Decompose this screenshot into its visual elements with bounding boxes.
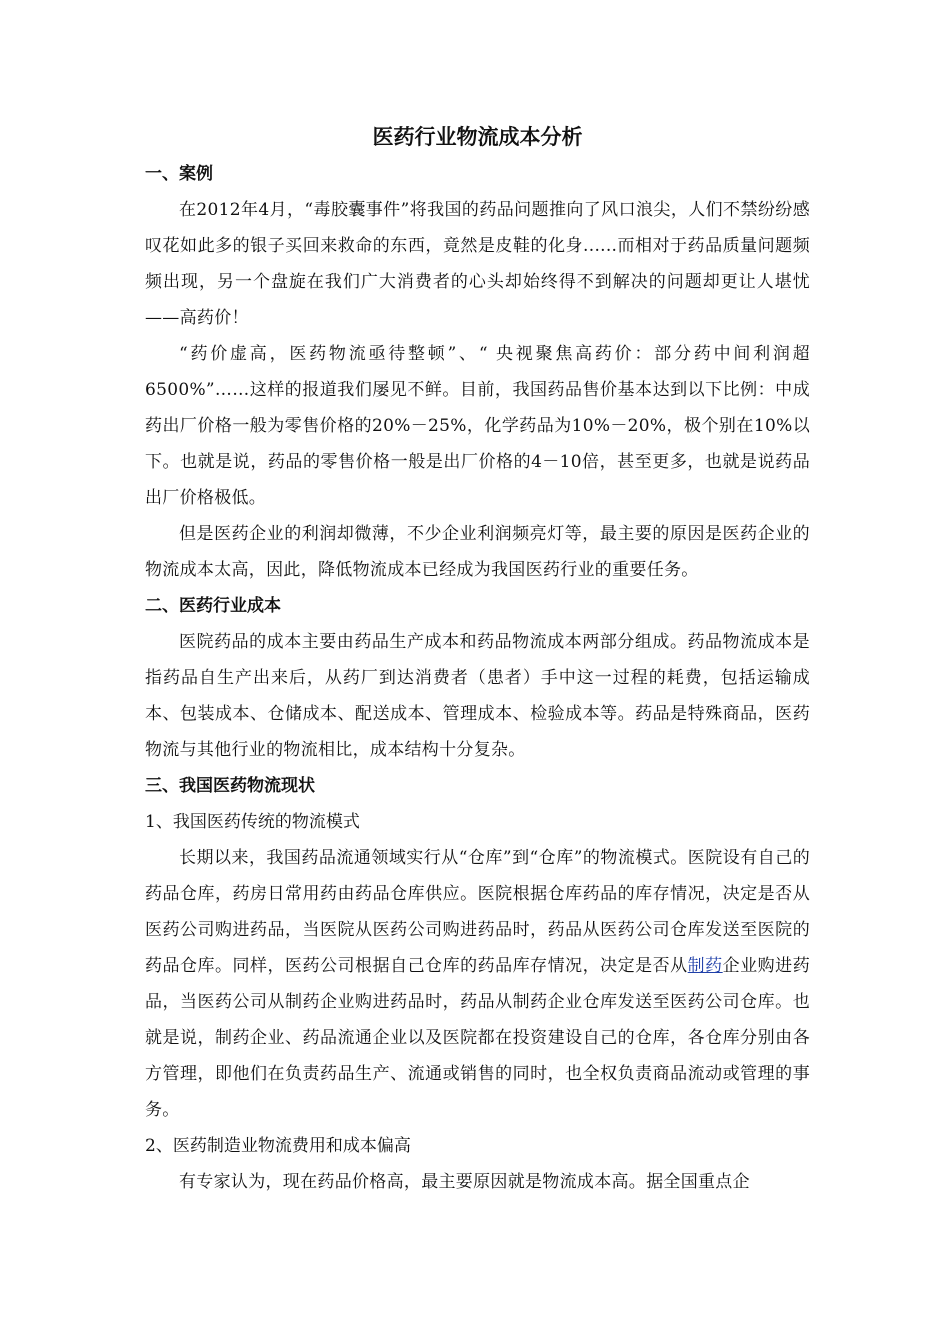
subsection-heading-traditional-mode: 1、我国医药传统的物流模式 xyxy=(145,812,360,832)
section-heading-industry-cost: 二、医药行业成本 xyxy=(145,596,281,616)
traditional-mode-paragraph xyxy=(145,840,810,1128)
industry-cost-paragraph: 医院药品的成本主要由药品生产成本和药品物流成本两部分组成。药品物流成本是指药品自生产出来后，从药厂到达消费者（患者）手中这一过程的耗费，包括运输成本、包装成本、仓储成本、配送成本、管理成本、检验成本等。药品是特殊商品，医药物流与其他行业的物流相比，成本结构十分复杂。 xyxy=(145,632,810,760)
traditional-mode-text-a: 长期以来，我国药品流通领域实行从“仓库”到“仓库”的物流模式。医院设有自己的药品仓库，药房日常用药由药品仓库供应。医院根据仓库药品的库存情况，决定是否从医药公司购进药品，当医院从医药公司购进药品时，药品从医药公司仓库发送至医院的药品仓库。同样，医药公司根据自己仓库的药品库存情况，决定是否从 xyxy=(145,848,810,976)
case-paragraph-3: 但是医药企业的利润却微薄，不少企业利润频亮灯等，最主要的原因是医药企业的物流成本太高，因此，降低物流成本已经成为我国医药行业的重要任务。 xyxy=(145,524,810,580)
high-cost-paragraph: 有专家认为，现在药品价格高，最主要原因就是物流成本高。据全国重点企 xyxy=(179,1172,750,1192)
case-paragraph-1: 在2012年4月，“毒胶囊事件”将我国的药品问题推向了风口浪尖，人们不禁纷纷感叹花如此多的银子买回来救命的东西，竟然是皮鞋的化身......而相对于药品质量问题频频出现，另一个盘旋在我们广大消费者的心头却始终得不到解决的问题却更让人堪忧——高药价！ xyxy=(145,200,810,328)
document-title: 医药行业物流成本分析 xyxy=(372,125,583,149)
pharma-link[interactable]: 制药 xyxy=(687,956,723,976)
case-paragraph-2: “药价虚高，医药物流亟待整顿”、“ 央视聚焦高药价：部分药中间利润超6500%”……这样的报道我们屡见不鲜。目前，我国药品售价基本达到以下比例：中成药出厂价格一般为零售价格的20%－25%，化学药品为10%－20%，极个别在10%以下。也就是说，药品的零售价格一般是出厂价格的4－10倍，甚至更多，也就是说药品出厂价格极低。 xyxy=(145,344,810,508)
section-heading-current-status: 三、我国医药物流现状 xyxy=(145,776,315,796)
document-page xyxy=(145,118,810,1200)
traditional-mode-text-b: 企业购进药品，当医药公司从制药企业购进药品时，药品从制药企业仓库发送至医药公司仓库。也就是说，制药企业、药品流通企业以及医院都在投资建设自己的仓库，各仓库分别由各方管理，即他们在负责药品生产、流通或销售的同时，也全权负责商品流动或管理的事务。 xyxy=(145,956,810,1120)
section-heading-case: 一、案例 xyxy=(145,164,213,184)
subsection-heading-high-cost: 2、医药制造业物流费用和成本偏高 xyxy=(145,1136,411,1156)
